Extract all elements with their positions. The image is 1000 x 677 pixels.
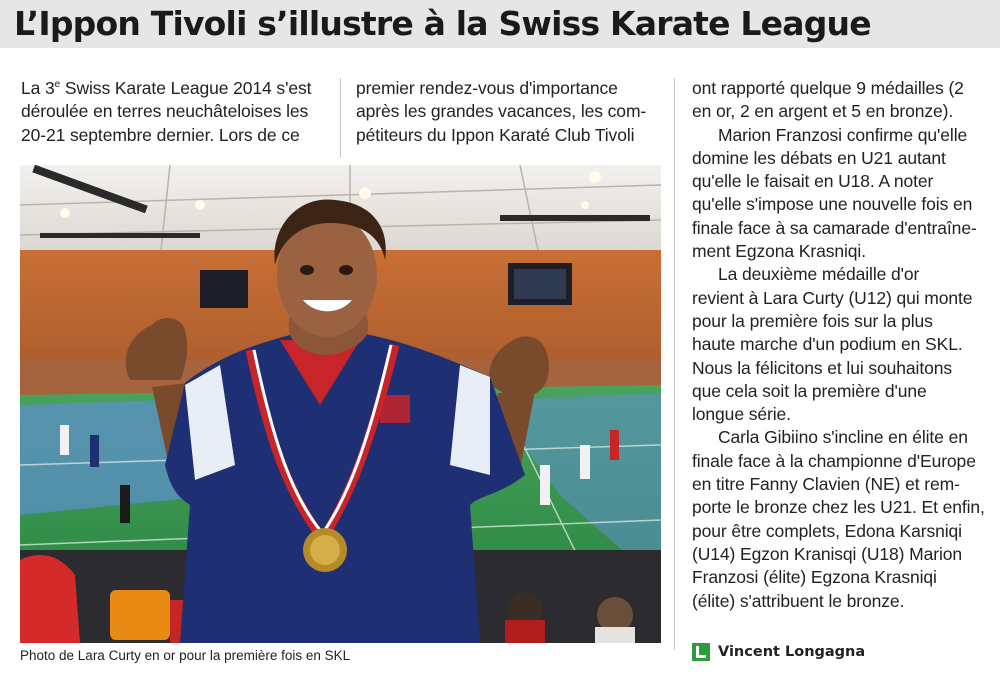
text-line: que cela soit la première d'une bbox=[692, 380, 927, 401]
text-line: Franzosi (élite) Egzona Krasniqi bbox=[692, 567, 937, 588]
article-column-2 bbox=[356, 77, 661, 147]
article-column-1 bbox=[21, 77, 326, 147]
text-line: en or, 2 en argent et 5 en bronze). bbox=[692, 101, 954, 122]
text-line: finale face à la championne d'Europe bbox=[692, 450, 976, 471]
text-line: premier rendez-vous d'importance bbox=[356, 78, 618, 98]
text-line: pétiteurs du Ippon Karaté Club Tivoli bbox=[356, 124, 635, 145]
column-rule-2 bbox=[674, 78, 675, 650]
text-line: La deuxième médaille d'or bbox=[718, 264, 920, 285]
text-line: 20-21 septembre dernier. Lors de ce bbox=[21, 124, 300, 145]
text-line: ment Egzona Krasniqi. bbox=[692, 241, 866, 262]
text-line: après les grandes vacances, les com- bbox=[356, 101, 647, 122]
text-line: finale face à sa camarade d'entraîne- bbox=[692, 217, 977, 238]
text-line: pour être complets, Edona Karsniqi bbox=[692, 520, 962, 541]
author-byline bbox=[692, 643, 865, 661]
paragraph-4 bbox=[692, 426, 992, 612]
text-line: Nous la félicitons et lui souhaitons bbox=[692, 357, 953, 378]
text-line: déroulée en terres neuchâteloises les bbox=[21, 101, 309, 122]
paragraph-3 bbox=[692, 263, 992, 426]
text-line: Marion Franzosi confirme qu'elle bbox=[718, 124, 968, 145]
text-line: Carla Gibiino s'incline en élite en bbox=[718, 427, 968, 448]
column-rule-1 bbox=[340, 78, 341, 158]
text-line: haute marche d'un podium en SKL. bbox=[692, 334, 963, 355]
article-headline: L’Ippon Tivoli s’illustre à la Swiss Karate League bbox=[14, 4, 871, 43]
article-photo bbox=[20, 165, 661, 643]
paragraph-2 bbox=[692, 124, 992, 264]
text-line: ont rapporté quelque 9 médailles (2 bbox=[692, 78, 964, 98]
photo-caption: Photo de Lara Curty en or pour la première fois en SKL bbox=[20, 648, 351, 663]
text-line: qu'elle s'impose une nouvelle fois en bbox=[692, 194, 973, 215]
text-line: domine les débats en U21 autant bbox=[692, 147, 946, 168]
photo-illustration bbox=[20, 165, 661, 643]
text-line: porte le bronze chez les U21. Et enfin, bbox=[692, 497, 985, 518]
text-line: (U14) Egzon Kranisqi (U18) Marion bbox=[692, 543, 963, 564]
text-line: longue série. bbox=[692, 404, 791, 425]
green-square-logo-icon bbox=[692, 643, 710, 661]
text-line: qu'elle le faisait en U18. A noter bbox=[692, 171, 934, 192]
article-column-3 bbox=[692, 77, 992, 613]
text-line: pour la première fois sur la plus bbox=[692, 310, 933, 331]
text-line: La 3e Swiss Karate League 2014 s'est bbox=[21, 78, 312, 98]
author-name: Vincent Longagna bbox=[718, 644, 866, 660]
paragraph-1 bbox=[692, 77, 992, 124]
text-line: (élite) s'attribuent le bronze. bbox=[692, 590, 905, 611]
text-line: en titre Fanny Clavien (NE) et rem- bbox=[692, 474, 960, 495]
text-line: revient à Lara Curty (U12) qui monte bbox=[692, 287, 973, 308]
